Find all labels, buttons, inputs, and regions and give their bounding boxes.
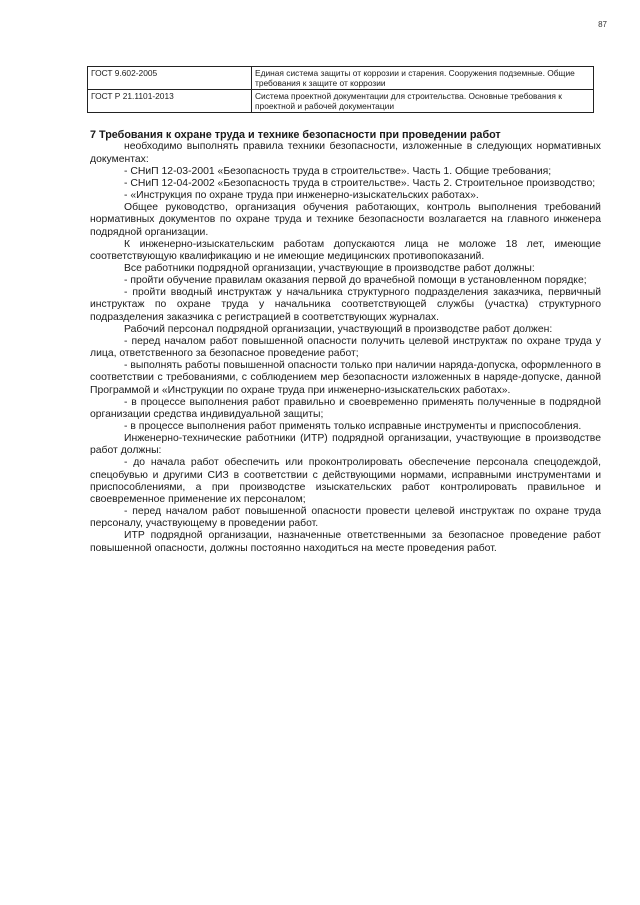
list-item: - перед началом работ повышенной опасности получить целевой инструктаж по охране труда у лица, ответственного за безопасное проведение работ; xyxy=(90,335,601,360)
list-item: - пройти вводный инструктаж у начальника структурного подразделения заказчика, первичный инструктаж по охране труда у начальника соответствующей службы (участка) структурного подразделения заказчика с регистрацией в соответствующих журналах. xyxy=(90,287,601,323)
list-item: - в процессе выполнения работ применять только исправные инструменты и приспособления. xyxy=(124,421,582,432)
list-item: - СНиП 12-03-2001 «Безопасность труда в строительстве». Часть 1. Общие требования; xyxy=(124,165,552,177)
table-row xyxy=(88,67,594,90)
standard-title: Единая система защиты от коррозии и старения. Сооружения подземные. Общие требования к защите от коррозии xyxy=(252,67,594,90)
paragraph: ИТР подрядной организации, назначенные ответственными за безопасное проведение работ повышенной опасности, должны постоянно находиться на месте проведения работ. xyxy=(90,530,601,554)
standard-code: ГОСТ 9.602-2005 xyxy=(88,67,252,90)
paragraph: Рабочий персонал подрядной организации, участвующий в производстве работ должен: xyxy=(124,323,553,335)
list-item: - «Инструкция по охране труда при инженерно-изыскательских работах». xyxy=(124,190,479,202)
section-body xyxy=(90,129,601,555)
paragraph: Общее руководство, организация обучения работающих, контроль выполнения требований нормативных документов по охране труда и технике безопасности возлагается на главного инженера подрядной организации. xyxy=(90,202,601,238)
page-number: 87 xyxy=(598,20,607,29)
list-item: - выполнять работы повышенной опасности только при наличии наряда-допуска, оформленного в соответствии с требованиями, с соблюдением мер безопасности изложенных в наряде-допуске, данной Программой и «Инструкции по охране труда при инженерно-изыскательских работах». xyxy=(90,360,601,396)
list-item: - СНиП 12-04-2002 «Безопасность труда в строительстве». Часть 2. Строительное производство; xyxy=(124,177,596,189)
paragraph: К инженерно-изыскательским работам допускаются лица не моложе 18 лет, имеющие соответствующую квалификацию и не имеющие медицинских противопоказаний. xyxy=(90,238,601,262)
standard-title: Система проектной документации для строительства. Основные требования к проектной и рабочей документации xyxy=(252,90,594,113)
list-item: - в процессе выполнения работ правильно и своевременно применять полученные в подрядной организации средства индивидуальной защиты; xyxy=(90,396,601,420)
list-item: - перед началом работ повышенной опасности провести целевой инструктаж по охране труда персоналу, участвующему в проведении работ. xyxy=(90,506,601,530)
paragraph: Все работники подрядной организации, участвующие в производстве работ должны: xyxy=(124,262,535,274)
list-item: - до начала работ обеспечить или проконтролировать обеспечение персонала спецодеждой, спецобувью и другими СИЗ в соответствии с действующими нормами, исправными инструментами и приспособлениями, а при производстве изыскательских работ контролировать правильное и своевременное применение их персоналом; xyxy=(90,457,601,505)
standard-code: ГОСТ Р 21.1101-2013 xyxy=(88,90,252,113)
list-item: - пройти обучение правилам оказания первой до врачебной помощи в установленном порядке; xyxy=(124,275,587,287)
table-row xyxy=(88,90,594,113)
paragraph: необходимо выполнять правила техники безопасности, изложенные в следующих нормативных документах: xyxy=(90,141,601,165)
section-heading: 7 Требования к охране труда и технике безопасности при проведении работ xyxy=(90,129,501,141)
paragraph: Инженерно-технические работники (ИТР) подрядной организации, участвующие в производстве работ должны: xyxy=(90,433,601,457)
reference-table xyxy=(87,66,594,113)
